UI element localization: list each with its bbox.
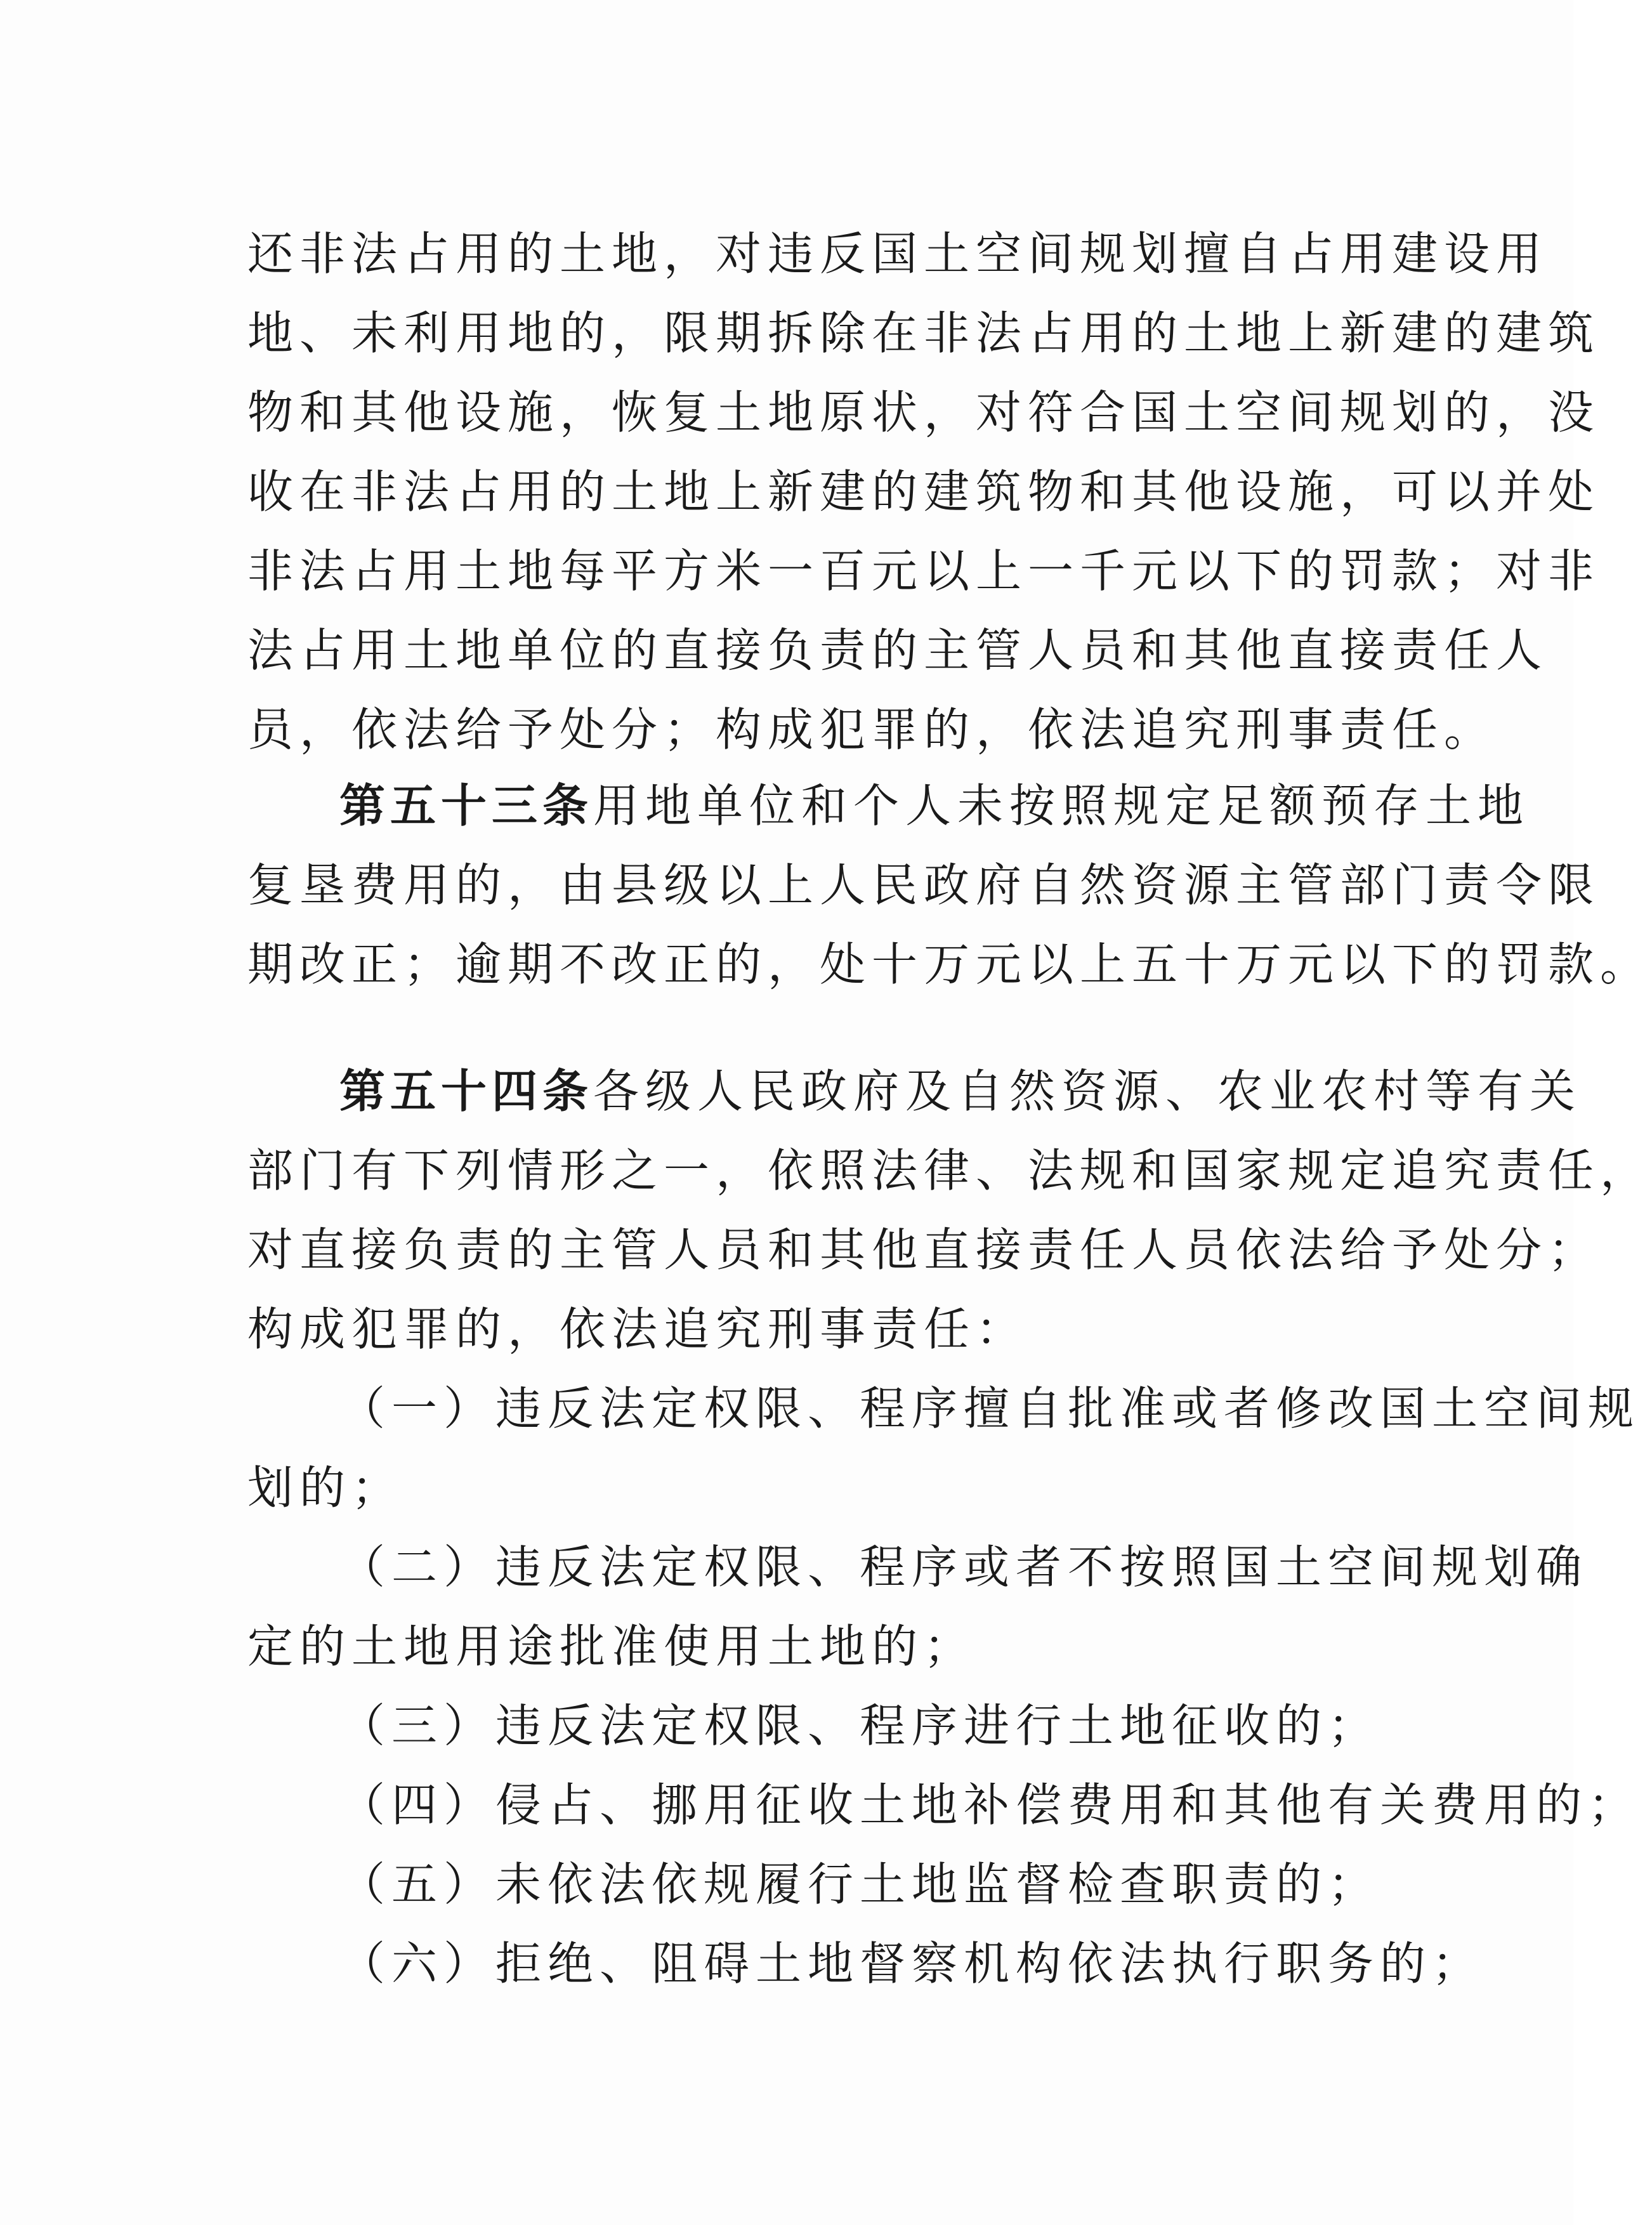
article53-first-line-text: 用地单位和个人未按照规定足额预存土地 (593, 779, 1530, 832)
article54-heading: 第五十四条 (339, 1065, 594, 1118)
text-line: 员，依法给予处分；构成犯罪的，依法追究刑事责任。 (247, 703, 1497, 756)
article54-first-line-text: 各级人民政府及自然资源、农业农村等有关 (593, 1065, 1582, 1118)
text-line: 部门有下列情形之一，依照法律、法规和国家规定追究责任， (247, 1144, 1652, 1197)
article54-first-line (247, 1052, 1582, 1131)
list-item-2-continued: 定的土地用途批准使用土地的； (247, 1620, 976, 1673)
list-item-6: （六）拒绝、阻碍土地督察机构依法执行职务的； (339, 1937, 1485, 1990)
list-item-1: （一）违反法定权限、程序擅自批准或者修改国土空间规 (339, 1382, 1641, 1435)
text-line: 还非法占用的土地，对违反国土空间规划擅自占用建设用 (247, 227, 1549, 280)
list-item-4: （四）侵占、挪用征收土地补偿费用和其他有关费用的； (339, 1778, 1641, 1832)
text-line: 法占用土地单位的直接负责的主管人员和其他直接责任人 (247, 624, 1549, 677)
text-line: 期改正；逾期不改正的，处十万元以上五十万元以下的罚款。 (247, 938, 1652, 991)
list-item-2: （二）违反法定权限、程序或者不按照国土空间规划确 (339, 1540, 1589, 1594)
text-line: 地、未利用地的，限期拆除在非法占用的土地上新建的建筑 (247, 306, 1601, 360)
article53-heading: 第五十三条 (339, 779, 594, 832)
text-line: 收在非法占用的土地上新建的建筑物和其他设施，可以并处 (247, 465, 1601, 518)
list-item-3: （三）违反法定权限、程序进行土地征收的； (339, 1699, 1380, 1752)
text-line: 复垦费用的，由县级以上人民政府自然资源主管部门责令限 (247, 858, 1601, 912)
list-item-5: （五）未依法依规履行土地监督检查职责的； (339, 1858, 1380, 1911)
text-line: 对直接负责的主管人员和其他直接责任人员依法给予处分； (247, 1223, 1601, 1277)
text-line: 构成犯罪的，依法追究刑事责任： (247, 1303, 1028, 1356)
article54 (247, 1052, 1652, 2004)
article53-first-line (247, 766, 1530, 846)
text-line: 非法占用土地每平方米一百元以上一千元以下的罚款；对非 (247, 544, 1601, 598)
text-line: 物和其他设施，恢复土地原状，对符合国土空间规划的，没 (247, 386, 1601, 439)
list-item-1-continued: 划的； (247, 1461, 404, 1514)
article53 (247, 766, 1652, 1004)
article52-continuation (247, 214, 1601, 770)
